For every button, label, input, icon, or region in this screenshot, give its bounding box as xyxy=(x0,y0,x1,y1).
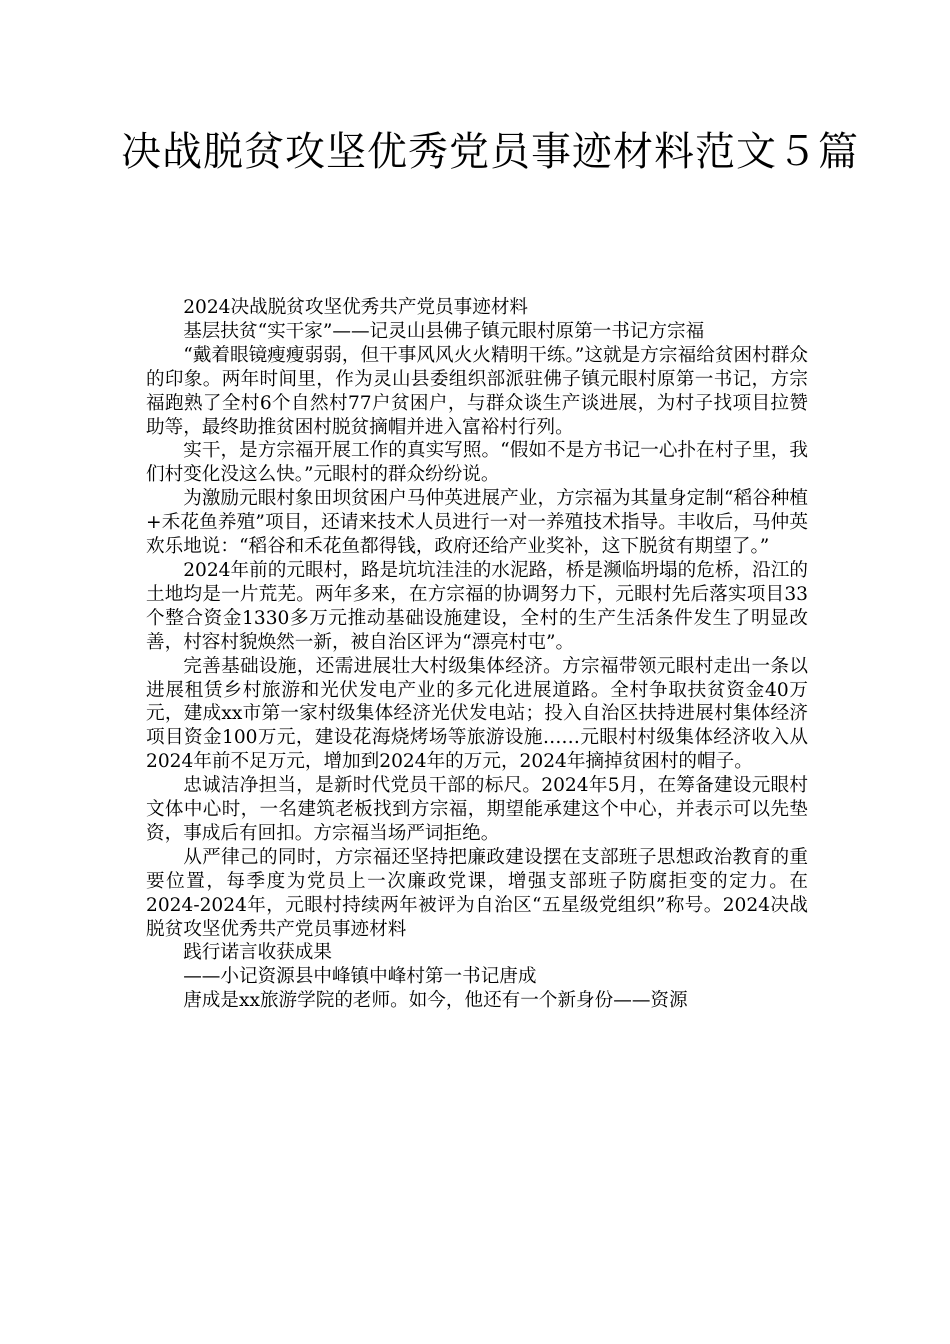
paragraph: “戴着眼镜瘦瘦弱弱，但干事风风火火精明干练。”这就是方宗福给贫困村群众的印象。两年时间里，作为灵山县委组织部派驻佛子镇元眼村原第一书记，方宗福跑熟了全村6个自然村77户贫困户，与群众谈生产谈进展，为村子找项目拉赞助等，最终助推贫困村脱贫摘帽并进入富裕村行列。 xyxy=(146,344,808,438)
paragraph: 2024决战脱贫攻坚优秀共产党员事迹材料 xyxy=(183,297,529,318)
paragraph: 基层扶贫“实干家”——记灵山县佛子镇元眼村原第一书记方宗福 xyxy=(183,320,705,342)
paragraph: 实干，是方宗福开展工作的真实写照。“假如不是方书记一心扑在村子里，我们村变化没这么快。”元眼村的群众纷纷说。 xyxy=(146,440,808,486)
paragraph: ——小记资源县中峰镇中峰村第一书记唐成 xyxy=(183,966,537,988)
document-title: 决战脱贫攻坚优秀党员事迹材料范文５篇 xyxy=(121,129,859,175)
paragraph: 从严律己的同时，方宗福还坚持把廉政建设摆在支部班子思想政治教育的重要位置，每季度为党员上一次廉政党课，增强支部班子防腐拒变的定力。在2024-2024年，元眼村持续两年被评为自治区“五星级党组织”称号。2024决战脱贫攻坚优秀共产党员事迹材料 xyxy=(146,846,808,940)
paragraph: 完善基础设施，还需进展壮大村级集体经济。方宗福带领元眼村走出一条以进展租赁乡村旅游和光伏发电产业的多元化进展道路。全村争取扶贫资金40万元，建成xx市第一家村级集体经济光伏发电站；投入自治区扶持进展村集体经济项目资金100万元，建设花海烧烤场等旅游设施……元眼村村级集体经济收入从2024年前不足万元，增加到2024年的万元，2024年摘掉贫困村的帽子。 xyxy=(146,655,808,773)
paragraph: 践行诺言收获成果 xyxy=(183,942,332,964)
document-body xyxy=(146,296,808,1013)
paragraph: 唐成是xx旅游学院的老师。如今，他还有一个新身份——资源 xyxy=(183,990,688,1012)
paragraph: 为激励元眼村象田坝贫困户马仲英进展产业，方宗福为其量身定制“稻谷种植+禾花鱼养殖”项目，还请来技术人员进行一对一养殖技术指导。丰收后，马仲英欢乐地说：“稻谷和禾花鱼都得钱，政府还给产业奖补，这下脱贫有期望了。” xyxy=(146,488,808,558)
paragraph: 忠诚洁净担当，是新时代党员干部的标尺。2024年5月，在筹备建设元眼村文体中心时，一名建筑老板找到方宗福，期望能承建这个中心，并表示可以先垫资，事成后有回扣。方宗福当场严词拒绝。 xyxy=(146,775,808,844)
paragraph: 2024年前的元眼村，路是坑坑洼洼的水泥路，桥是濒临坍塌的危桥，沿江的土地均是一片荒芜。两年多来，在方宗福的协调努力下，元眼村先后落实项目33个整合资金1330多万元推动基础设施建设，全村的生产生活条件发生了明显改善，村容村貌焕然一新，被自治区评为“漂亮村屯”。 xyxy=(146,559,808,653)
